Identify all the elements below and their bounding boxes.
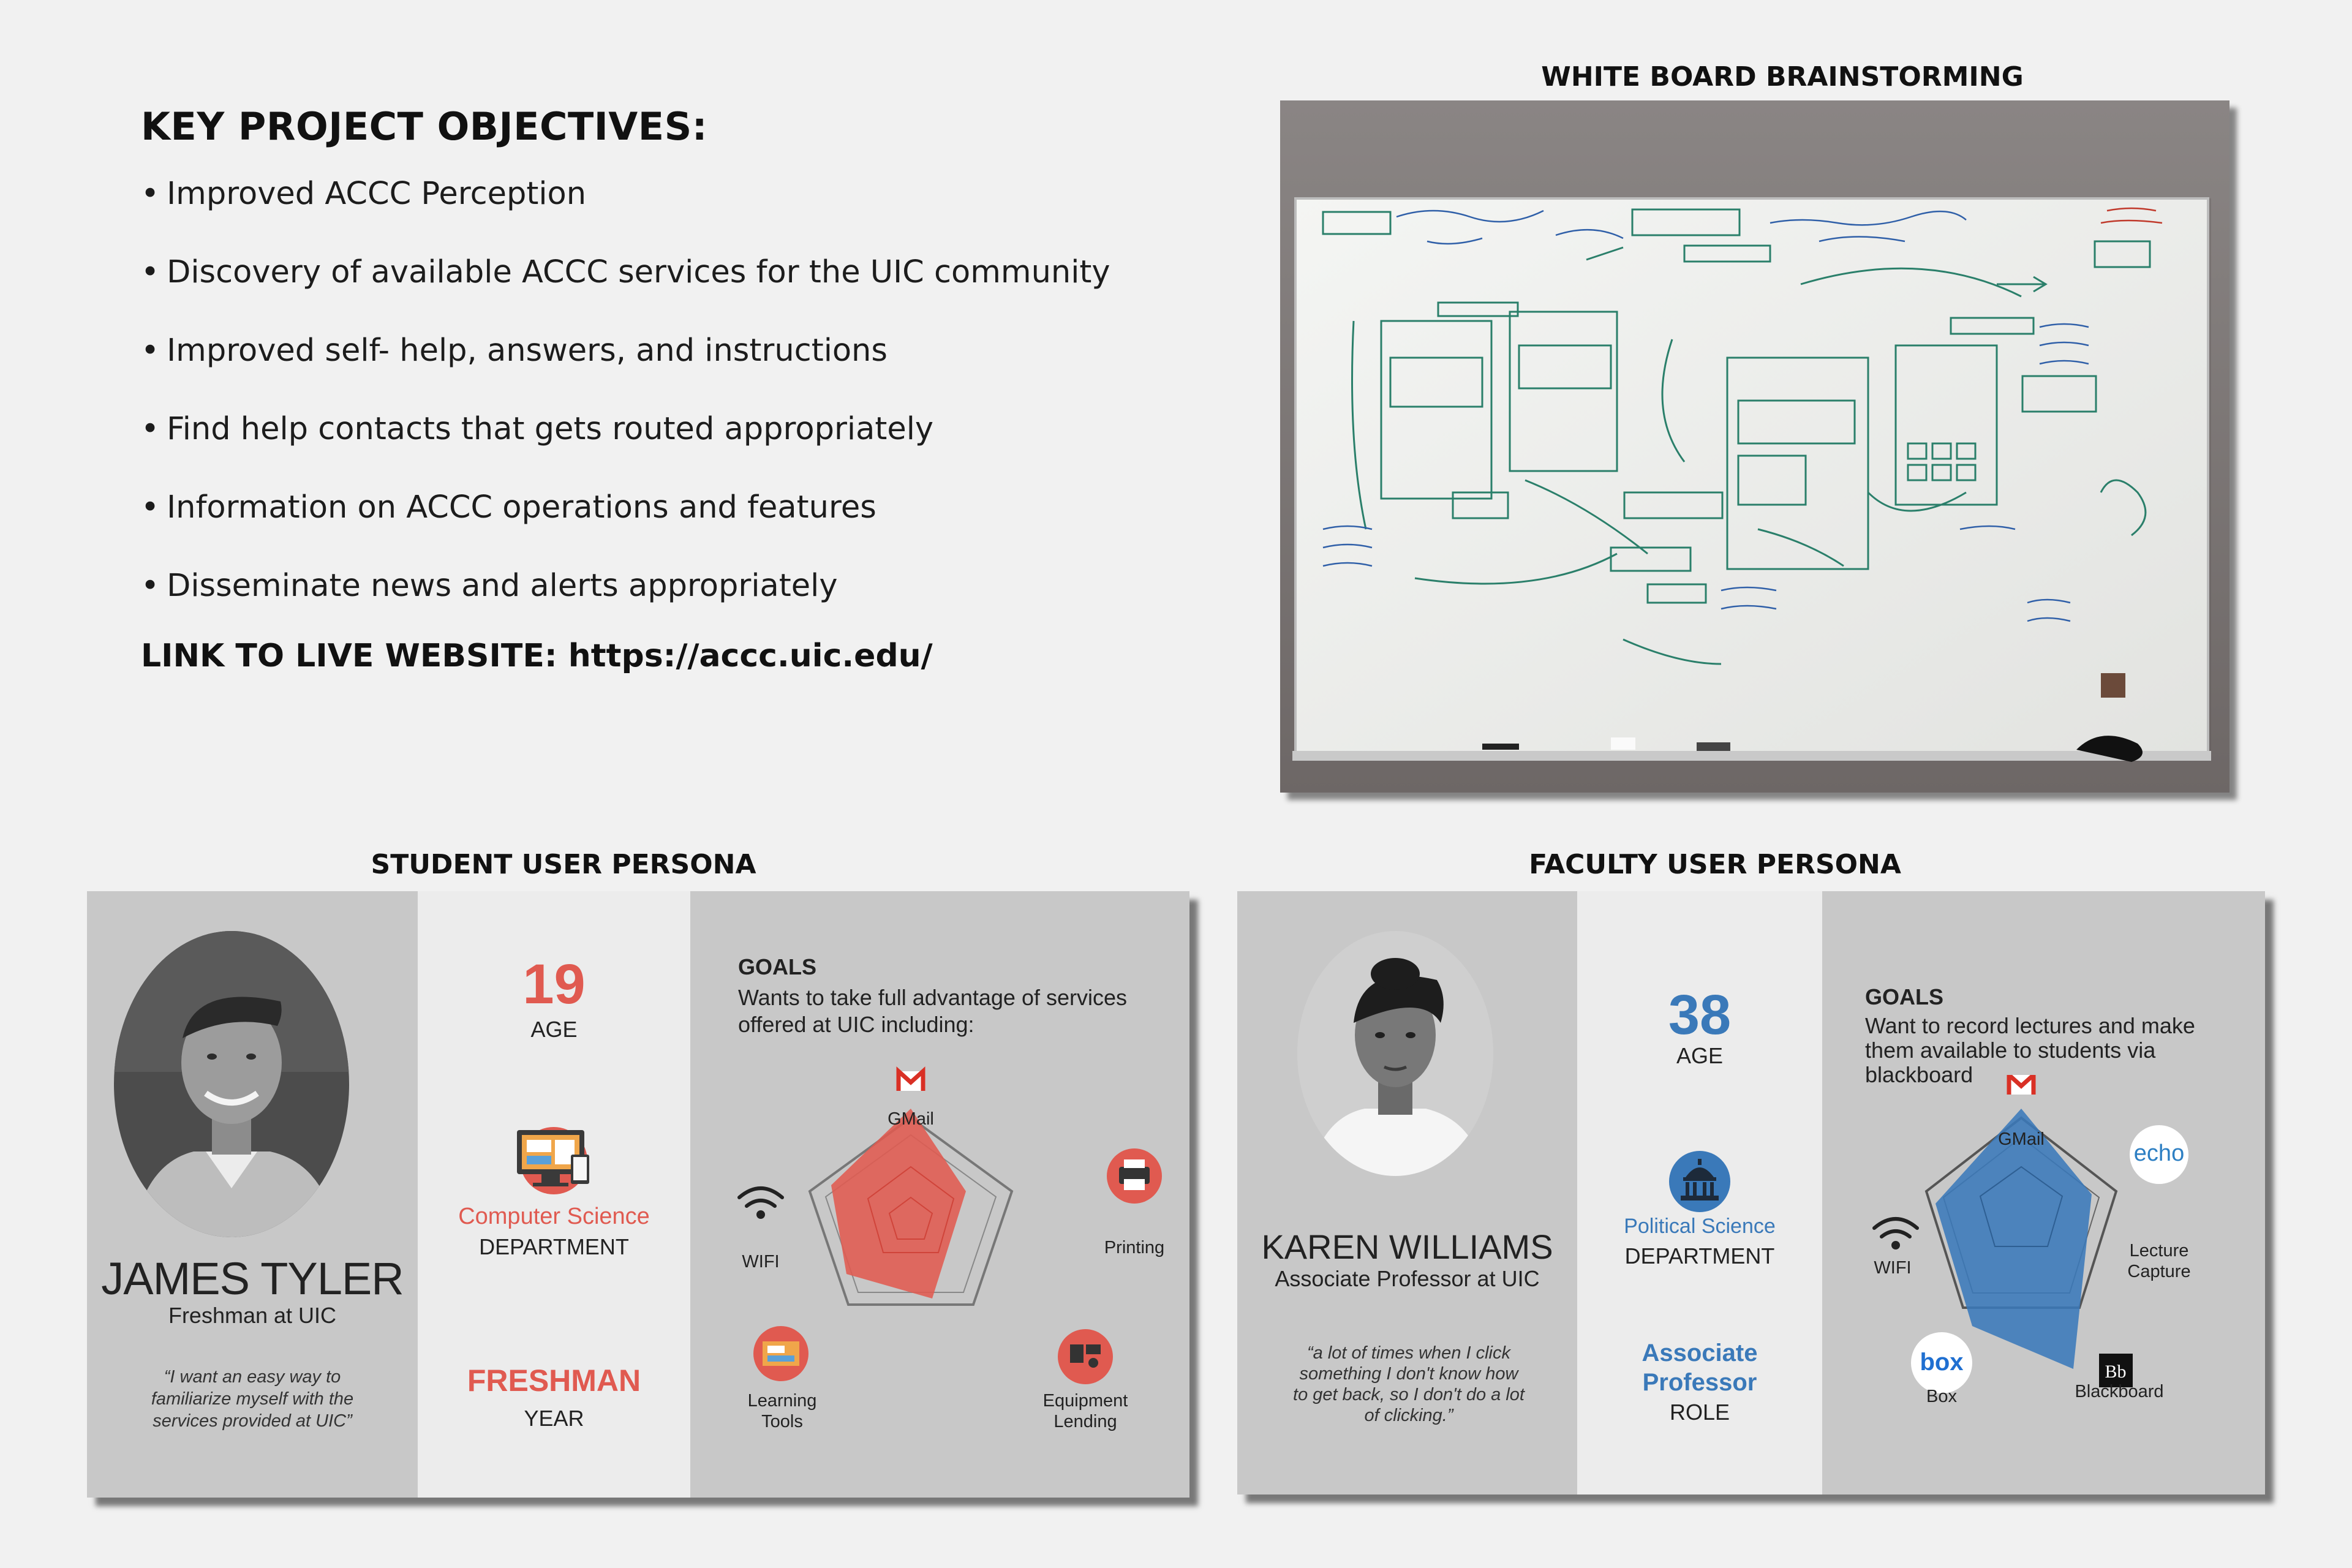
student-age-label: AGE: [530, 1017, 578, 1042]
radar-label-wifi: WIFI: [1874, 1258, 1912, 1278]
student-avatar: [114, 931, 350, 1237]
student-department-label: DEPARTMENT: [479, 1234, 629, 1259]
student-name: JAMES TYLER: [101, 1253, 404, 1304]
capitol-icon: [1668, 1150, 1731, 1213]
objective-item: • Disseminate news and alerts appropriately: [141, 568, 1182, 605]
whiteboard-photo: [1280, 100, 2230, 793]
faculty-stats-column: [1577, 891, 1822, 1494]
objectives-block: [141, 104, 1182, 674]
computer-icon: [510, 1118, 598, 1194]
live-website-line: [141, 638, 1182, 674]
faculty-persona-title: FACULTY USER PERSONA: [1529, 849, 1901, 880]
box-logo-text: box: [1920, 1349, 1964, 1376]
learning-tools-icon: [753, 1326, 809, 1381]
equipment-icon: [1058, 1329, 1113, 1384]
printer-icon: [1107, 1148, 1162, 1204]
faculty-role: Associate Professor: [1642, 1340, 1758, 1396]
faculty-department-label: DEPARTMENT: [1624, 1243, 1775, 1268]
objectives-heading: KEY PROJECT OBJECTIVES:: [141, 104, 708, 149]
objective-item: • Improved ACCC Perception: [141, 176, 1182, 213]
faculty-subtitle: Associate Professor at UIC: [1275, 1266, 1540, 1291]
faculty-quote: “a lot of times when I click something I don't know how to get back, so I don't do a lot of clicking.”: [1293, 1343, 1525, 1425]
wifi-icon: [1874, 1219, 1917, 1248]
box-icon: [1911, 1332, 1972, 1393]
student-age: 19: [522, 953, 586, 1016]
objective-item: • Discovery of available ACCC services for the UIC community: [141, 254, 1182, 291]
faculty-goals-heading: GOALS: [1865, 984, 1944, 1009]
radar-label-gmail: GMail: [1998, 1129, 2045, 1149]
wifi-icon: [739, 1188, 782, 1217]
objective-item: • Information on ACCC operations and features: [141, 489, 1182, 526]
student-stats-column: [418, 891, 690, 1498]
objectives-list: [141, 176, 1182, 605]
student-goals-text: Wants to take full advantage of services offered at UIC including:: [738, 985, 1127, 1037]
whiteboard-illustration: [1280, 100, 2230, 793]
echo-icon: [2130, 1125, 2188, 1184]
faculty-profile-column: [1237, 891, 1577, 1494]
radar-label-gmail: GMail: [888, 1109, 934, 1129]
student-profile-column: [87, 891, 418, 1498]
live-website-link[interactable]: https://accc.uic.edu/: [568, 638, 933, 674]
student-goals-column: [690, 891, 1189, 1498]
student-subtitle: Freshman at UIC: [168, 1303, 337, 1328]
student-year-label: YEAR: [524, 1406, 584, 1431]
live-website-label: LINK TO LIVE WEBSITE:: [141, 638, 557, 674]
faculty-age-label: AGE: [1676, 1043, 1724, 1068]
student-year: FRESHMAN: [467, 1363, 641, 1398]
echo-logo-text: echo: [2133, 1140, 2185, 1166]
gmail-icon: [899, 1071, 923, 1091]
faculty-persona-card: [1237, 891, 2265, 1494]
objective-item: • Find help contacts that gets routed appropriately: [141, 411, 1182, 448]
radar-label-wifi: WIFI: [742, 1252, 780, 1272]
faculty-department: Political Science: [1624, 1215, 1776, 1238]
whiteboard-title: WHITE BOARD BRAINSTORMING: [1541, 61, 2024, 92]
student-goals-heading: GOALS: [738, 954, 817, 979]
student-persona-card: [87, 891, 1189, 1498]
faculty-name: KAREN WILLIAMS: [1261, 1227, 1553, 1266]
faculty-age: 38: [1668, 984, 1732, 1046]
blackboard-logo-text: Bb: [2105, 1362, 2127, 1382]
faculty-role-label: ROLE: [1669, 1400, 1730, 1425]
radar-label-lecture-capture: Lecture Capture: [2127, 1241, 2191, 1281]
radar-label-printing: Printing: [1104, 1238, 1165, 1257]
radar-label-learning-tools: Learning Tools: [747, 1391, 817, 1431]
faculty-avatar: [1297, 931, 1493, 1176]
student-persona-title: STUDENT USER PERSONA: [371, 849, 756, 880]
radar-label-equipment-lending: Equipment Lending: [1042, 1391, 1128, 1431]
student-quote: “I want an easy way to familiarize myself with the services provided at UIC”: [151, 1367, 354, 1431]
faculty-goals-text: Want to record lectures and make them available to students via blackboard: [1865, 1013, 2195, 1087]
objective-item: • Improved self- help, answers, and instructions: [141, 333, 1182, 369]
faculty-goals-column: [1822, 891, 2265, 1494]
gmail-icon: [2009, 1075, 2034, 1095]
radar-label-blackboard: Blackboard: [2075, 1382, 2164, 1401]
student-department: Computer Science: [458, 1204, 650, 1229]
radar-label-box: Box: [1926, 1387, 1957, 1406]
